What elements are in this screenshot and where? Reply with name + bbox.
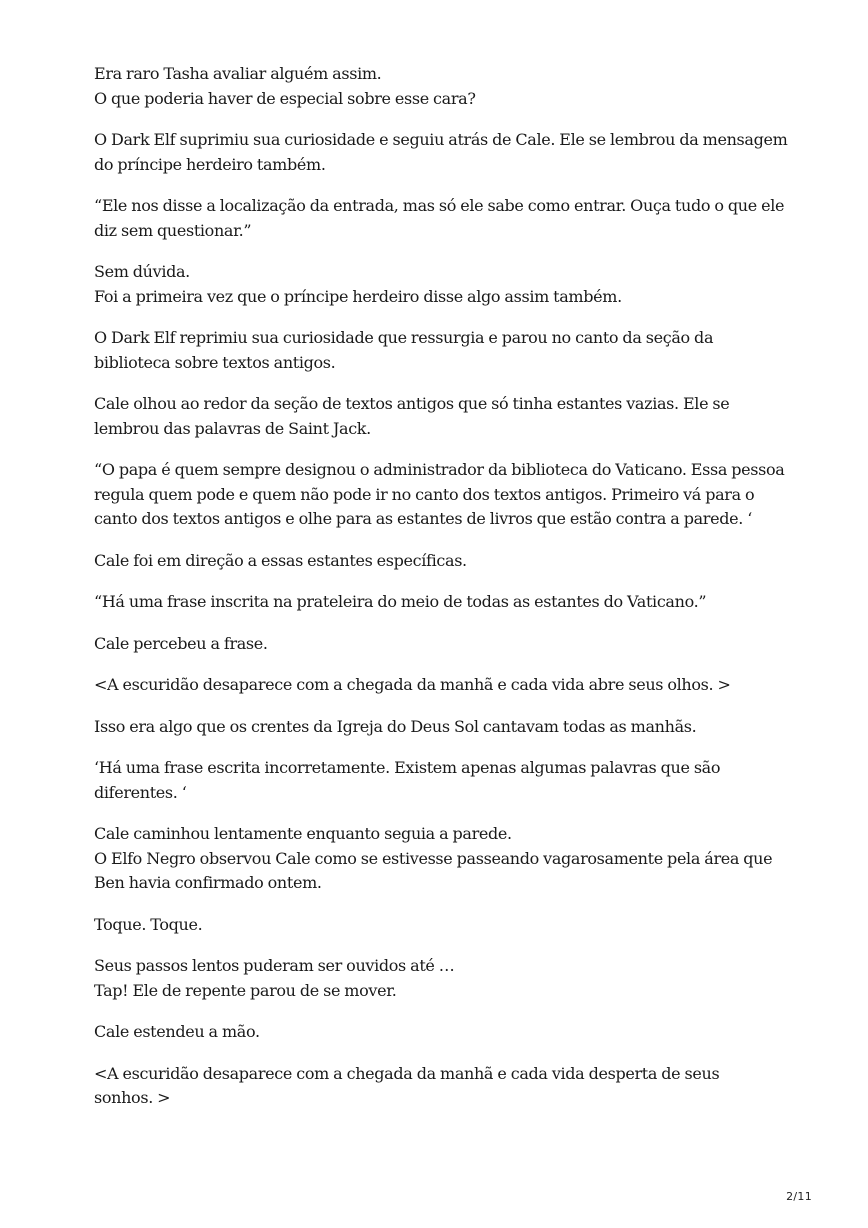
text-line: <A escuridão desaparece com a chegada da manhã e cada vida desperta de seus bbox=[94, 1063, 720, 1083]
paragraph bbox=[94, 715, 794, 740]
text-line: O Elfo Negro observou Cale como se estivesse passeando vagarosamente pela área que bbox=[94, 848, 773, 868]
text-line: Foi a primeira vez que o príncipe herdeiro disse algo assim também. bbox=[94, 286, 622, 306]
text-line: Cale olhou ao redor da seção de textos antigos que só tinha estantes vazias. Ele se bbox=[94, 394, 730, 413]
paragraph bbox=[94, 1062, 794, 1111]
text-line: Cale foi em direção a essas estantes específicas. bbox=[94, 550, 467, 570]
text-line: O Dark Elf suprimiu sua curiosidade e seguiu atrás de Cale. Ele se lembrou da mensagem bbox=[94, 130, 788, 149]
text-line: lembrou das palavras de Saint Jack. bbox=[94, 418, 371, 438]
paragraph bbox=[94, 549, 794, 574]
text-line: Cale estendeu a mão. bbox=[94, 1022, 260, 1041]
paragraph bbox=[94, 954, 794, 1003]
paragraph bbox=[94, 194, 794, 243]
paragraph bbox=[94, 756, 794, 805]
text-line: Isso era algo que os crentes da Igreja do Deus Sol cantavam todas as manhãs. bbox=[94, 716, 697, 736]
text-line: Era raro Tasha avaliar alguém assim. bbox=[94, 64, 382, 83]
text-line: Ben havia confirmado ontem. bbox=[94, 873, 322, 892]
paragraph bbox=[94, 458, 794, 532]
paragraph bbox=[94, 260, 794, 309]
text-line: <A escuridão desaparece com a chegada da manhã e cada vida abre seus olhos. > bbox=[94, 675, 731, 694]
text-line: Cale percebeu a frase. bbox=[94, 633, 268, 653]
paragraph bbox=[94, 392, 794, 441]
document-body bbox=[94, 62, 794, 1128]
text-line: regula quem pode e quem não pode ir no canto dos textos antigos. Primeiro vá para o bbox=[94, 484, 755, 504]
text-line: Cale caminhou lentamente enquanto seguia a parede. bbox=[94, 824, 512, 843]
text-line: Toque. Toque. bbox=[94, 914, 203, 934]
paragraph bbox=[94, 62, 794, 111]
text-line: “Ele nos disse a localização da entrada, mas só ele sabe como entrar. Ouça tudo o que ele bbox=[94, 196, 785, 215]
text-line: ‘Há uma frase escrita incorretamente. Existem apenas algumas palavras que são bbox=[94, 758, 721, 777]
text-line: diferentes. ‘ bbox=[94, 782, 187, 802]
text-line: do príncipe herdeiro também. bbox=[94, 154, 326, 174]
paragraph bbox=[94, 326, 794, 375]
text-line: Seus passos lentos puderam ser ouvidos até … bbox=[94, 956, 455, 975]
text-line: O Dark Elf reprimiu sua curiosidade que ressurgia e parou no canto da seção da bbox=[94, 328, 714, 347]
text-line: diz sem questionar.” bbox=[94, 220, 252, 240]
paragraph bbox=[94, 822, 794, 896]
text-line: “O papa é quem sempre designou o administrador da biblioteca do Vaticano. Essa pessoa bbox=[94, 460, 785, 479]
page-number: 2/11 bbox=[786, 1190, 812, 1203]
text-line: “Há uma frase inscrita na prateleira do meio de todas as estantes do Vaticano.” bbox=[94, 592, 707, 611]
text-line: Sem dúvida. bbox=[94, 262, 190, 281]
text-line: O que poderia haver de especial sobre esse cara? bbox=[94, 88, 476, 108]
text-line: biblioteca sobre textos antigos. bbox=[94, 352, 336, 372]
text-line: Tap! Ele de repente parou de se mover. bbox=[94, 980, 397, 1000]
paragraph bbox=[94, 590, 794, 615]
paragraph bbox=[94, 128, 794, 177]
paragraph bbox=[94, 632, 794, 657]
text-line: canto dos textos antigos e olhe para as estantes de livros que estão contra a parede. ‘ bbox=[94, 509, 752, 528]
paragraph bbox=[94, 913, 794, 938]
paragraph bbox=[94, 1020, 794, 1045]
text-line: sonhos. > bbox=[94, 1088, 171, 1107]
paragraph bbox=[94, 673, 794, 698]
